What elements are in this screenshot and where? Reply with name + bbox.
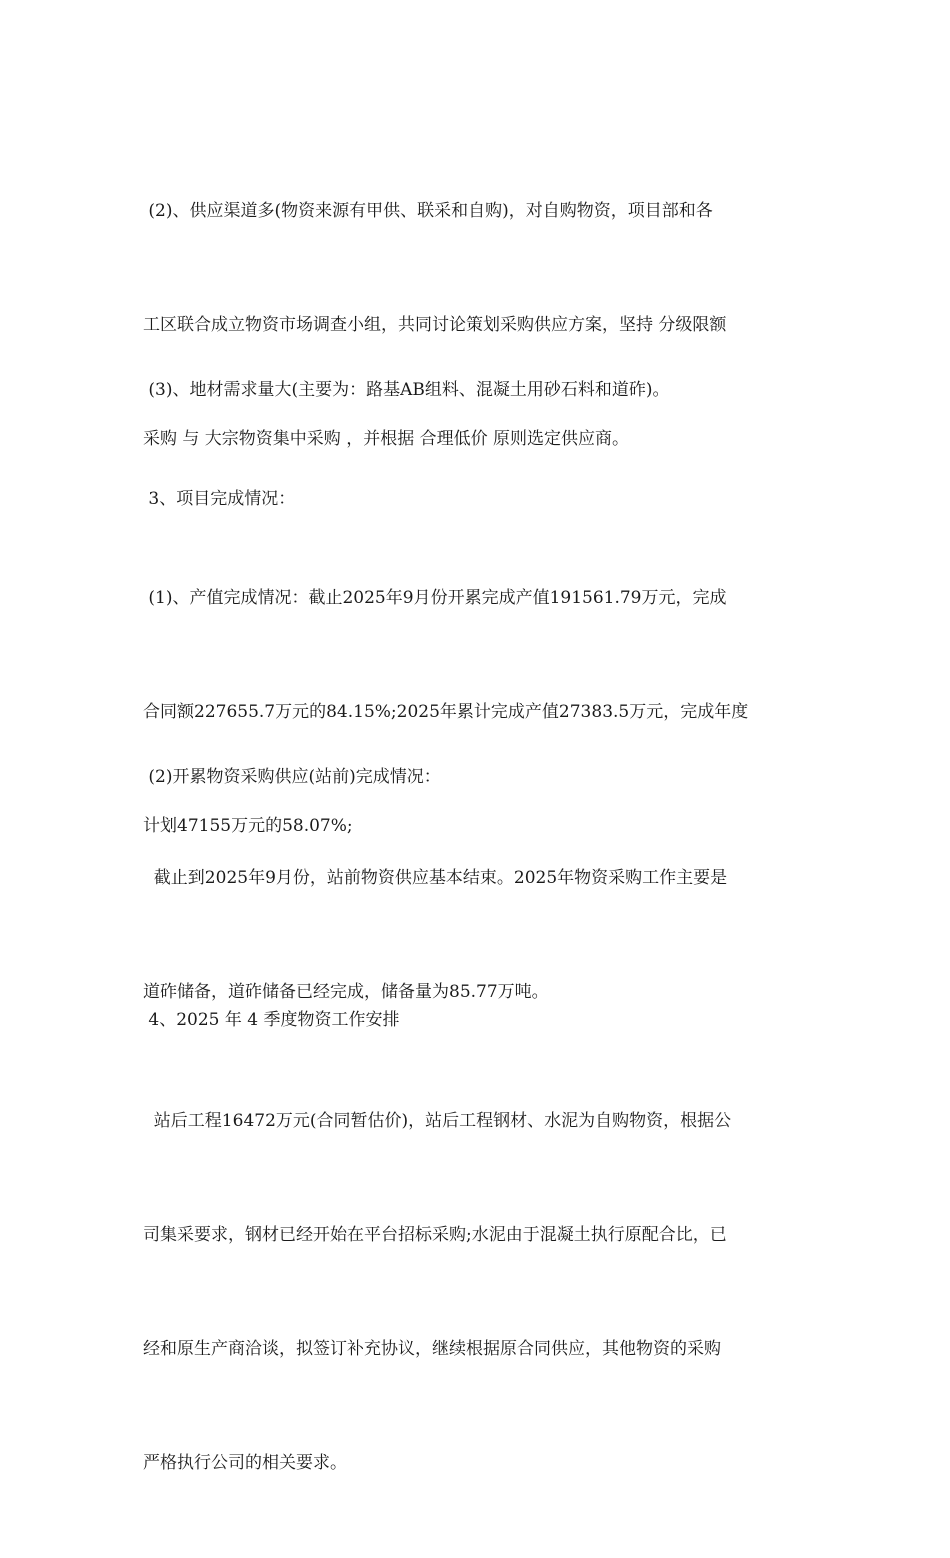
text-line: (1)、产值完成情况：截止2025年9月份开累完成产值191561.79万元，完成	[143, 588, 727, 608]
text-line: (3)、地材需求量大(主要为：路基AB组料、混凝土用砂石料和道砟)。	[143, 380, 670, 400]
text-line: 工区联合成立物资市场调查小组，共同讨论策划采购供应方案，坚持 分级限额	[143, 315, 727, 335]
paragraph-q4-plan	[143, 1026, 813, 1558]
text-line: 3、项目完成情况：	[143, 489, 296, 509]
text-line: 站后工程16472万元(合同暂估价)，站后工程钢材、水泥为自购物资，根据公	[143, 1111, 732, 1131]
text-line: 司集采要求，钢材已经开始在平台招标采购;水泥由于混凝土执行原配合比，已	[143, 1225, 727, 1245]
text-line: 4、2025 年 4 季度物资工作安排	[143, 1010, 400, 1030]
text-line: 合同额227655.7万元的84.15%;2025年累计完成产值27383.5万元，完成年度	[143, 702, 749, 722]
text-line: 计划47155万元的58.07%;	[143, 816, 353, 836]
text-line: 道砟储备，道砟储备已经完成，储备量为85.77万吨。	[143, 982, 549, 1002]
text-line: 严格执行公司的相关要求。	[143, 1453, 347, 1473]
text-line: 经和原生产商洽谈，拟签订补充协议，继续根据原合同供应，其他物资的采购	[143, 1339, 721, 1359]
text-line: (2)开累物资采购供应(站前)完成情况：	[143, 767, 441, 787]
text-line: 采购 与 大宗物资集中采购 ，并根据 合理低价 原则选定供应商。	[143, 429, 630, 449]
text-line: 截止到2025年9月份，站前物资供应基本结束。2025年物资采购工作主要是	[143, 868, 728, 888]
text-line: (2)、供应渠道多(物资来源有甲供、联采和自购)，对自购物资，项目部和各	[143, 201, 713, 221]
